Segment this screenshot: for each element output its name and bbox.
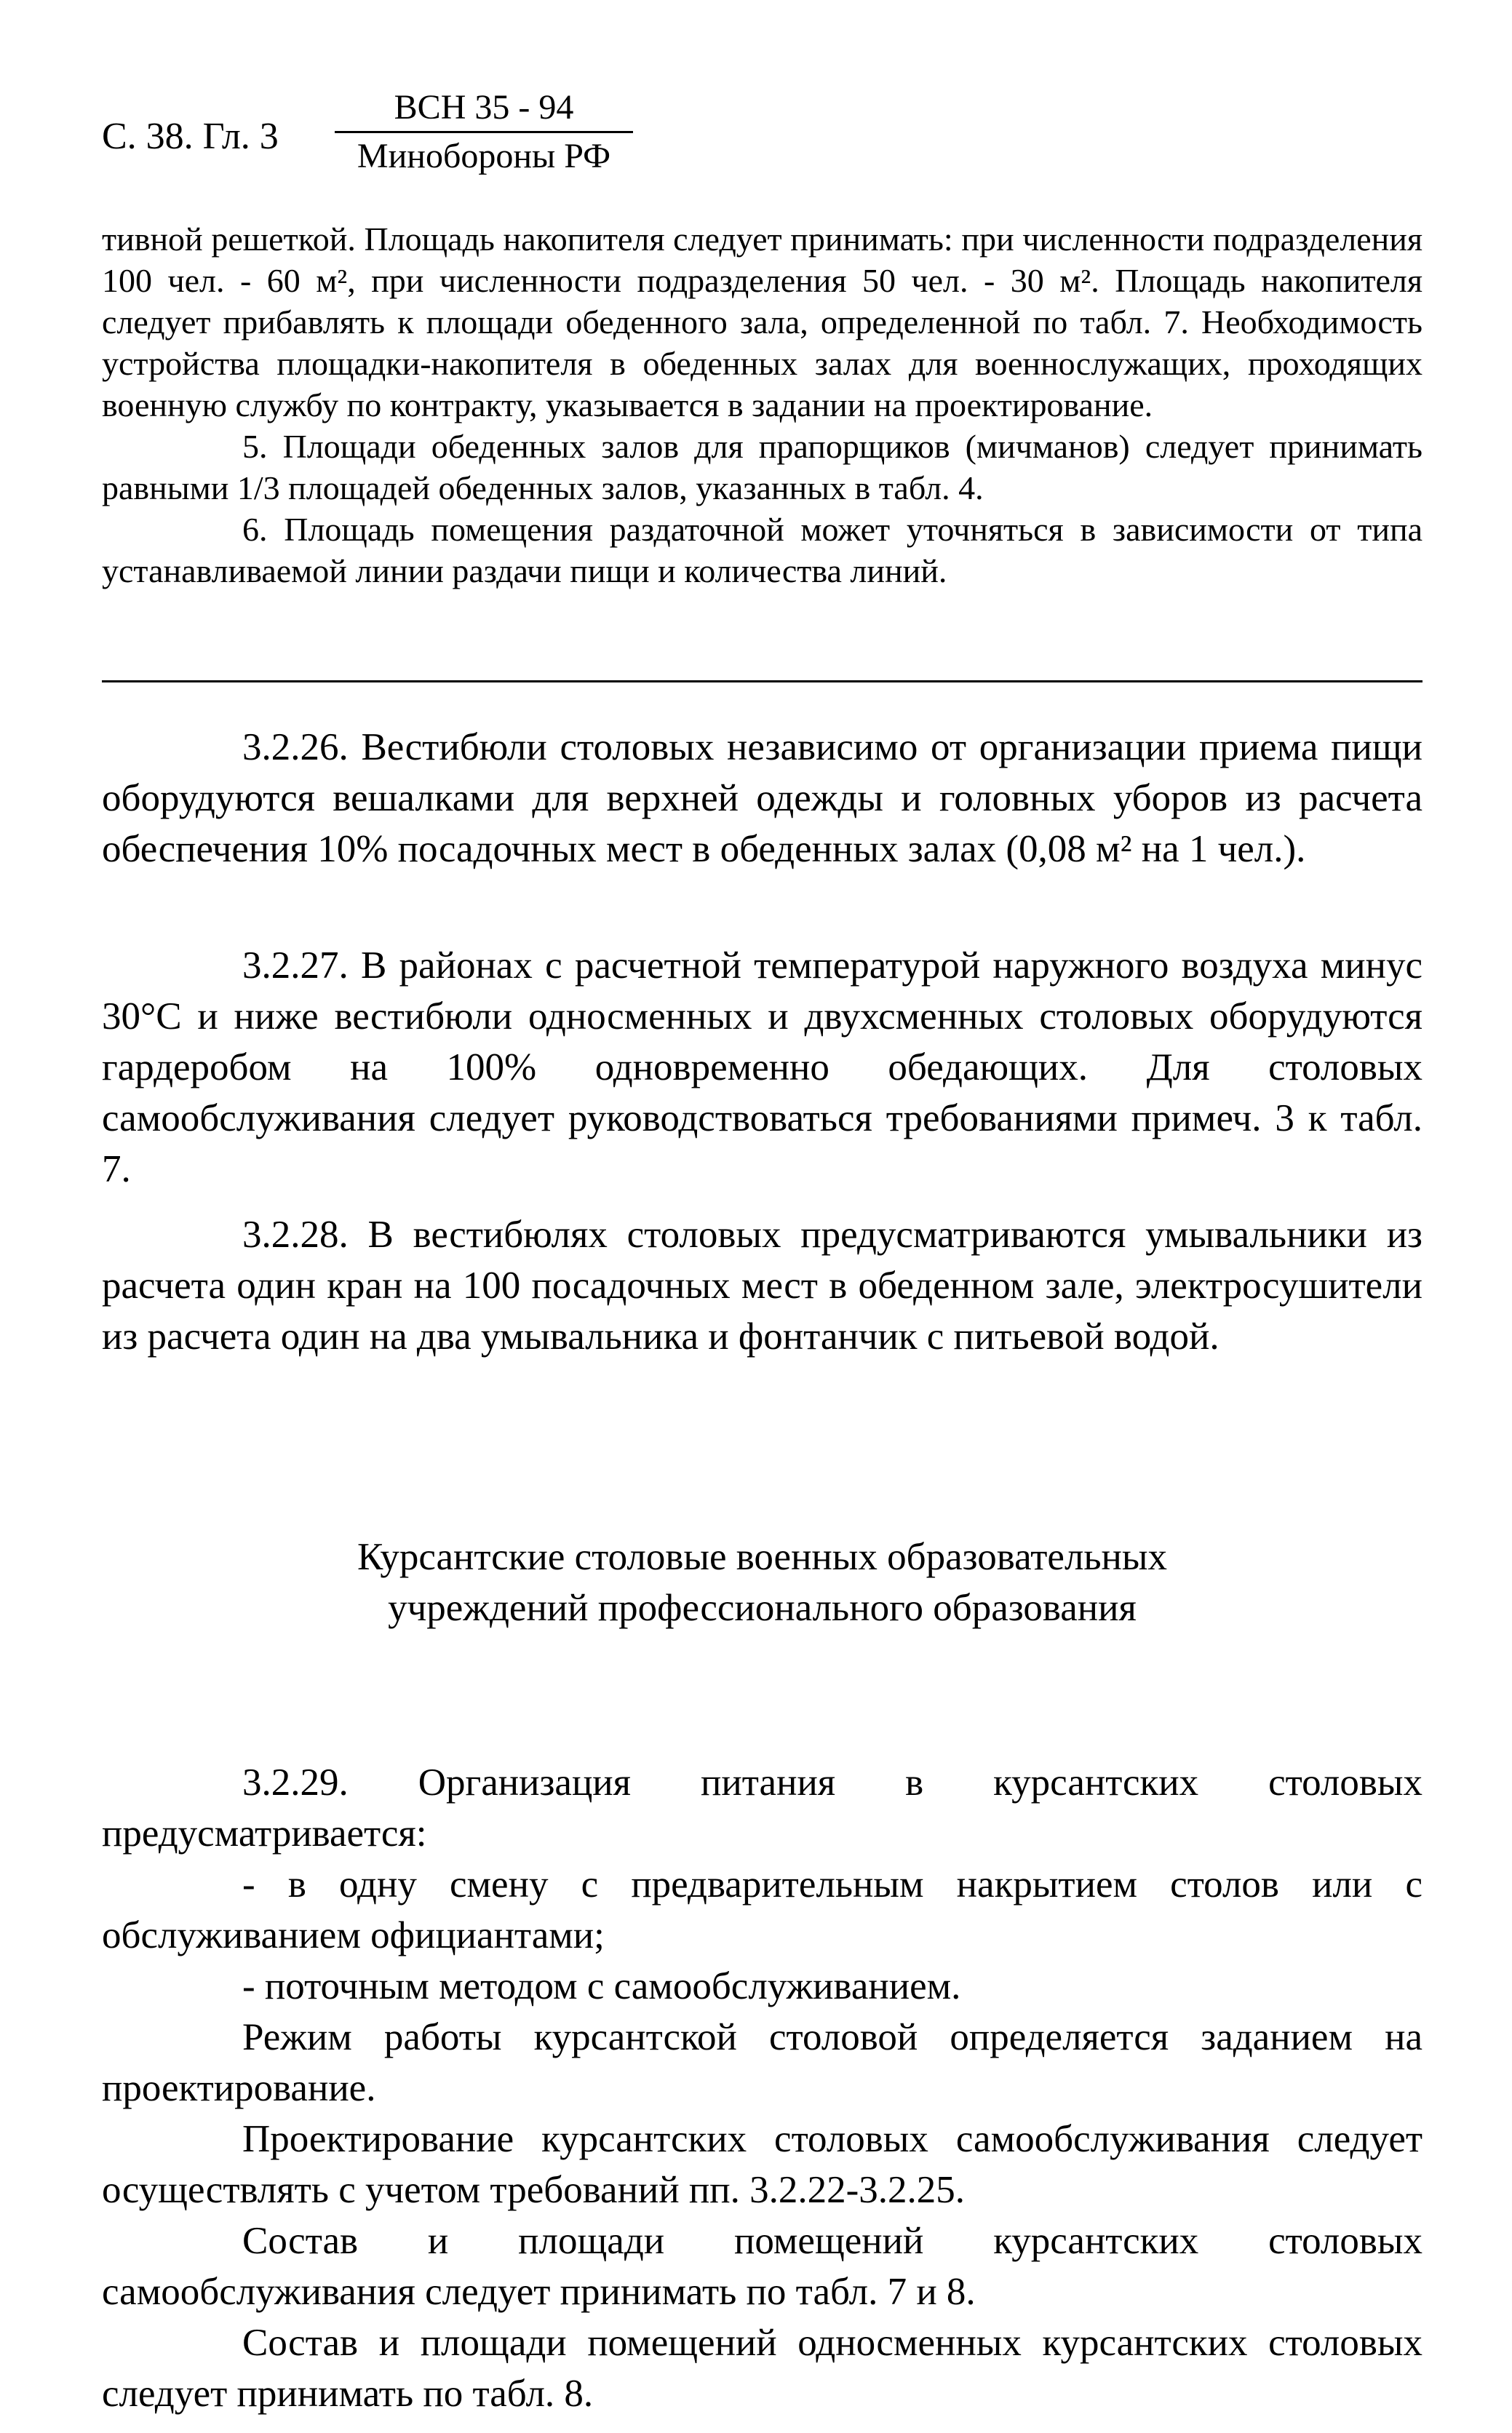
clause-3-2-29-para-1: Режим работы курсантской столовой определяется заданием на проектирование. [102, 2016, 1423, 2109]
note-6: 6. Площадь помещения раздаточной может уточняться в зависимости от типа устанавливаемой линии раздачи пищи и количества линий. [102, 511, 1423, 589]
clause-3-2-29 [102, 1757, 1423, 2419]
note-5: 5. Площади обеденных залов для прапорщиков (мичманов) следует принимать равными 1/3 площадей обеденных залов, указанных в табл. 4. [102, 428, 1423, 506]
document-code: ВСН 35 - 94 [335, 87, 633, 133]
clause-3-2-27-text: 3.2.27. В районах с расчетной температурой наружного воздуха минус 30°С и ниже вестибюли односменных и двухсменных столовых оборудуются гардеробом на 100% одновременно обедающих. Для столовых самообслуживания следует руководствоваться требованиями примеч. 3 к табл. 7. [102, 944, 1423, 1190]
clause-3-2-29-item-2: - поточным методом с самообслуживанием. [242, 1965, 961, 2007]
clause-3-2-29-para-4: Состав и площади помещений односменных курсантских столовых следует принимать по табл. 8. [102, 2322, 1423, 2415]
clause-3-2-26-text: 3.2.26. Вестибюли столовых независимо от организации приема пищи оборудуются вешалками для верхней одежды и головных уборов из расчета обеспечения 10% посадочных мест в обеденных залах (0,08 м² на 1 чел.). [102, 726, 1423, 870]
clause-3-2-29-para-3: Состав и площади помещений курсантских столовых самообслуживания следует принимать по табл. 7 и 8. [102, 2220, 1423, 2313]
clause-3-2-29-intro: 3.2.29. Организация питания в курсантских столовых предусматривается: [102, 1761, 1423, 1855]
clause-3-2-29-item-1: - в одну смену с предварительным накрытием столов или с обслуживанием официантами; [102, 1863, 1423, 1956]
section-heading-line-1: Курсантские столовые военных образовательных [357, 1536, 1168, 1578]
clause-3-2-29-para-2: Проектирование курсантских столовых самообслуживания следует осуществлять с учетом требований пп. 3.2.22-3.2.25. [102, 2118, 1423, 2211]
table-notes [102, 218, 1423, 592]
separator-rule [102, 680, 1423, 682]
document-organization: Минобороны РФ [357, 137, 611, 175]
clause-3-2-26 [102, 722, 1423, 875]
clause-3-2-28-text: 3.2.28. В вестибюлях столовых предусматриваются умывальники из расчета один кран на 100 посадочных мест в обеденном зале, электросушители из расчета один на два умывальника и фонтанчик с питьевой водой. [102, 1214, 1423, 1358]
document-code-block [335, 87, 633, 177]
section-heading [102, 1532, 1423, 1633]
clause-3-2-27 [102, 940, 1423, 1195]
page-reference: С. 38. Гл. 3 [102, 116, 279, 157]
section-heading-line-2: учреждений профессионального образования [388, 1587, 1137, 1629]
note-continuation: тивной решеткой. Площадь накопителя следует принимать: при численности подразделения 100 чел. - 60 м², при численности подразделения 50 чел. - 30 м². Площадь накопителя следует прибавлять к площади обеденного зала, определенной по табл. 7. Необходимость устройства площадки-накопителя в обеденных залах для военнослужащих, проходящих военную службу по контракту, указывается в задании на проектирование. [102, 220, 1423, 423]
clause-3-2-28 [102, 1209, 1423, 1362]
